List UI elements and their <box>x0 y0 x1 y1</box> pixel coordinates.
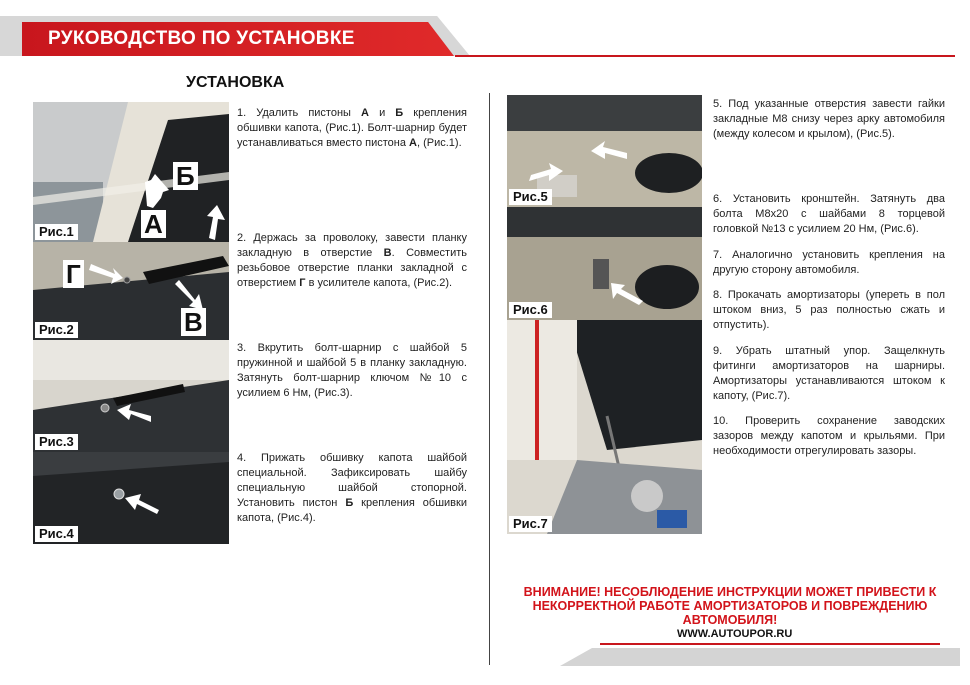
figure-6-caption: Рис.6 <box>509 302 552 318</box>
section-title: УСТАНОВКА <box>186 74 285 91</box>
footer-rule <box>600 643 940 645</box>
warning-notice: ВНИМАНИЕ! НЕСОБЛЮДЕНИЕ ИНСТРУКЦИИ МОЖЕТ ПРИВЕСТИ К НЕКОРРЕКТНОЙ РАБОТЕ АМОРТИЗАТОРОВ И ПОВРЕЖДЕНИЮ АВТОМОБИЛЯ! <box>523 585 937 627</box>
figure-4-photo <box>33 452 229 544</box>
step-3: 3. Вкрутить болт-шарнир с шайбой 5 пружинной и шайбой 5 в планку закладную. Затянуть болт-шарнир ключом №10 с усилием 6 Нм, (Рис.3). <box>237 342 467 399</box>
website-url: WWW.AUTOUPOR.RU <box>677 628 793 640</box>
column-divider <box>489 93 490 665</box>
figure-3-caption: Рис.3 <box>35 434 78 450</box>
gas-struts-photo-7 <box>507 320 702 534</box>
step-10: 10. Проверить сохранение заводских зазоров между капотом и крыльями. При необходимости отрегулировать зазоры. <box>713 415 945 457</box>
figure-5-photo <box>507 95 702 207</box>
figure-1-label-b: Б <box>173 162 198 190</box>
figure-2-caption: Рис.2 <box>35 322 78 338</box>
header-rule <box>455 55 955 57</box>
figure-3-photo <box>33 340 229 452</box>
figure-1-photo <box>33 102 229 242</box>
step-6: 6. Установить кронштейн. Затянуть два болта М8х20 с шайбами 8 торцевой головкой №13 с усилием 20 Нм, (Рис.6). <box>713 193 945 235</box>
figure-6-photo <box>507 207 702 320</box>
step-5: 5. Под указанные отверстия завести гайки закладные М8 снизу через арку автомобиля (между колесом и крылом), (Рис.5). <box>713 98 945 140</box>
footer-stripe <box>560 648 960 666</box>
figure-2-label-v: В <box>181 308 206 336</box>
step-9: 9. Убрать штатный упор. Защелкнуть фитинги амортизаторов на шарниры. Амортизаторы устанавливаются штоком к капоту, (Рис.7). <box>713 345 945 402</box>
figure-4-caption: Рис.4 <box>35 526 78 542</box>
figure-2-photo <box>33 242 229 340</box>
step-7: 7. Аналогично установить крепления на другую сторону автомобиля. <box>713 249 945 276</box>
page-title: РУКОВОДСТВО ПО УСТАНОВКЕ <box>48 28 355 49</box>
figure-7-caption: Рис.7 <box>509 516 552 532</box>
step-4: 4. Прижать обшивку капота шайбой специальной. Зафиксировать шайбу специальную шайбой стопорной. Установить пистон Б крепления обшивки капота, (Рис.4). <box>237 452 467 524</box>
step-1: 1. Удалить пистоны А и Б крепления обшивки капота, (Рис.1). Болт-шарнир будет устанавливаться вместо пистона А, (Рис.1). <box>237 107 467 149</box>
step-2: 2. Держась за проволоку, завести планку закладную в отверстие В. Совместить резьбовое отверстие планки закладной с отверстием Г в усилителе капота, (Рис.2). <box>237 232 467 289</box>
figure-2-label-g: Г <box>63 260 84 288</box>
step-8: 8. Прокачать амортизаторы (упереть в пол штоком вниз, 5 раз полностью сжать и отпустить). <box>713 289 945 331</box>
figure-1-caption: Рис.1 <box>35 224 78 240</box>
figure-5-caption: Рис.5 <box>509 189 552 205</box>
figure-7-photo <box>507 320 702 534</box>
hood-liner-photo-1 <box>33 102 229 242</box>
figure-1-label-a: А <box>141 210 166 238</box>
